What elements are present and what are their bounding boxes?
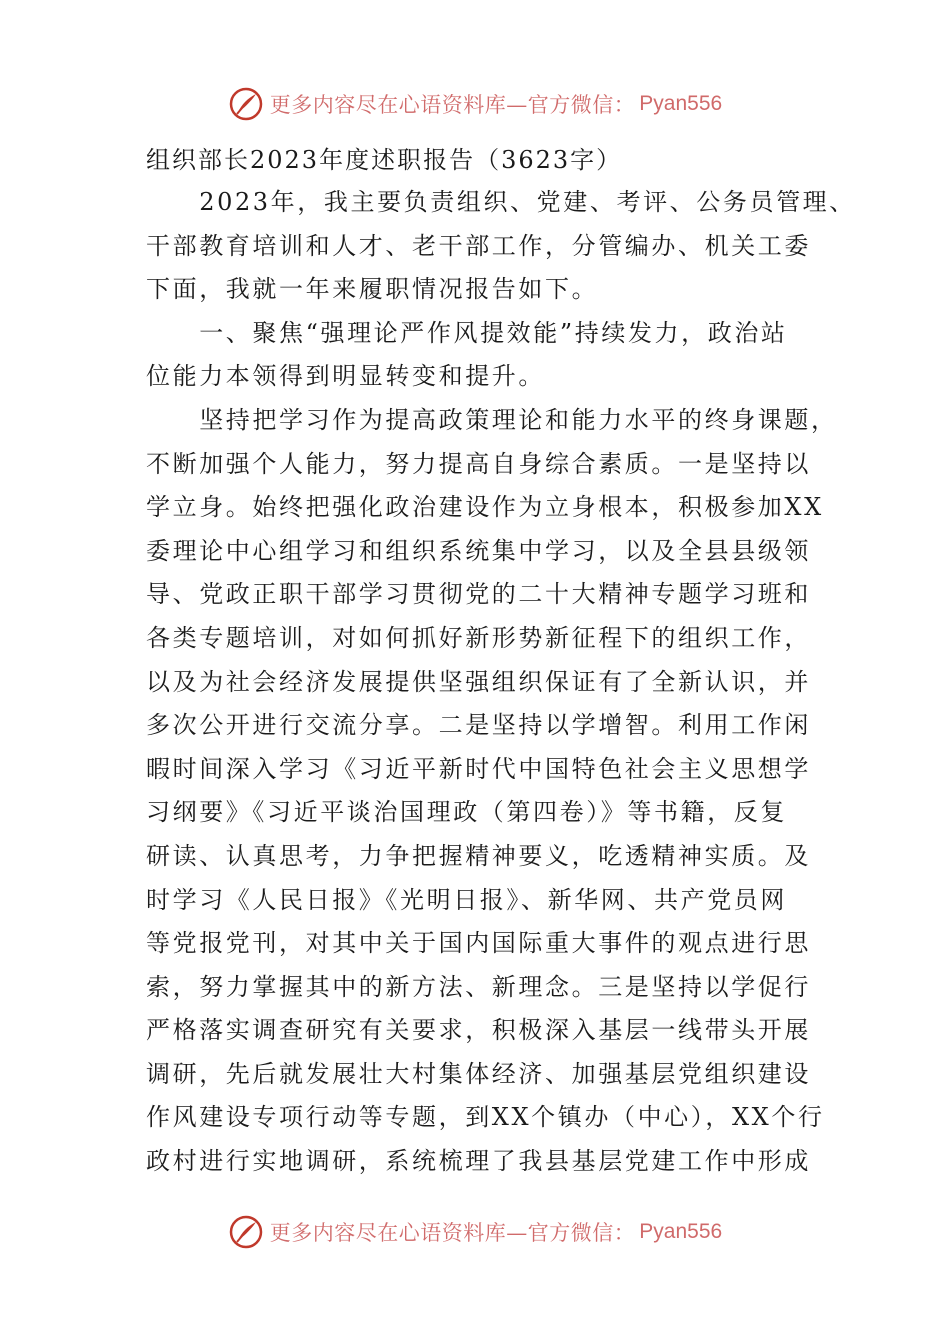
text-line: 时学习《人民日报》《光明日报》、新华网、共产党员网 [146,885,787,914]
text-line: 导、党政正职干部学习贯彻党的二十大精神专题学习班和 [146,580,811,609]
text-line: 等党报党刊，对其中关于国内国际重大事件的观点进行思 [146,929,811,958]
section-heading-line: 一、聚焦“强理论严作风提效能”持续发力，政治站 [146,318,788,347]
text-line: 暇时间深入学习《习近平新时代中国特色社会主义思想学 [146,754,811,783]
text-line: 2023年，我主要负责组织、党建、考评、公务员管理、 [146,188,856,216]
watermark-text: 更多内容尽在心语资料库—官方微信： [269,1221,636,1245]
text-line: 政村进行实地调研，系统梳理了我县基层党建工作中形成 [146,1147,811,1176]
text-line: 干部教育培训和人才、老干部工作，分管编办、机关工委 [146,231,811,260]
text-line: 以及为社会经济发展提供坚强组织保证有了全新认识，并 [146,667,811,696]
watermark-account: Pyan556 [639,1220,723,1243]
text-line: 下面，我就一年来履职情况报告如下。 [146,275,599,304]
text-line: 委理论中心组学习和组织系统集中学习，以及全县县级领 [146,536,811,565]
text-line: 索，努力掌握其中的新方法、新理念。三是坚持以学促行 [146,972,811,1001]
quill-pen-circle-icon [228,1214,264,1250]
text-line: 多次公开进行交流分享。二是坚持以学增智。利用工作闲 [146,711,811,740]
text-line: 学立身。始终把强化政治建设作为立身根本，积极参加XX [146,493,824,522]
quill-pen-circle-icon [228,86,264,122]
text-line: 习纲要》《习近平谈治国理政（第四卷）》等书籍，反复 [146,798,787,827]
text-line: 调研，先后就发展壮大村集体经济、加强基层党组织建设 [146,1059,811,1088]
text-line: 不断加强个人能力，努力提高自身综合素质。一是坚持以 [146,449,811,478]
watermark-banner-bottom [0,1212,950,1252]
text-line: 严格落实调查研究有关要求，积极深入基层一线带头开展 [146,1016,811,1045]
text-line: 坚持把学习作为提高政策理论和能力水平的终身课题， [146,405,838,434]
watermark-banner-top [0,84,950,124]
watermark-text: 更多内容尽在心语资料库—官方微信： [269,93,636,117]
text-line: 各类专题培训，对如何抓好新形势新征程下的组织工作， [146,623,811,652]
document-title: 组织部长2023年度述职报告（3623字） [146,146,623,174]
section-heading-line: 位能力本领得到明显转变和提升。 [146,362,545,391]
watermark-account: Pyan556 [639,92,723,115]
document-body [146,139,856,1184]
text-line: 研读、认真思考，力争把握精神要义，吃透精神实质。及 [146,841,811,870]
text-line: 作风建设专项行动等专题，到XX个镇办（中心），XX个行 [146,1103,825,1132]
